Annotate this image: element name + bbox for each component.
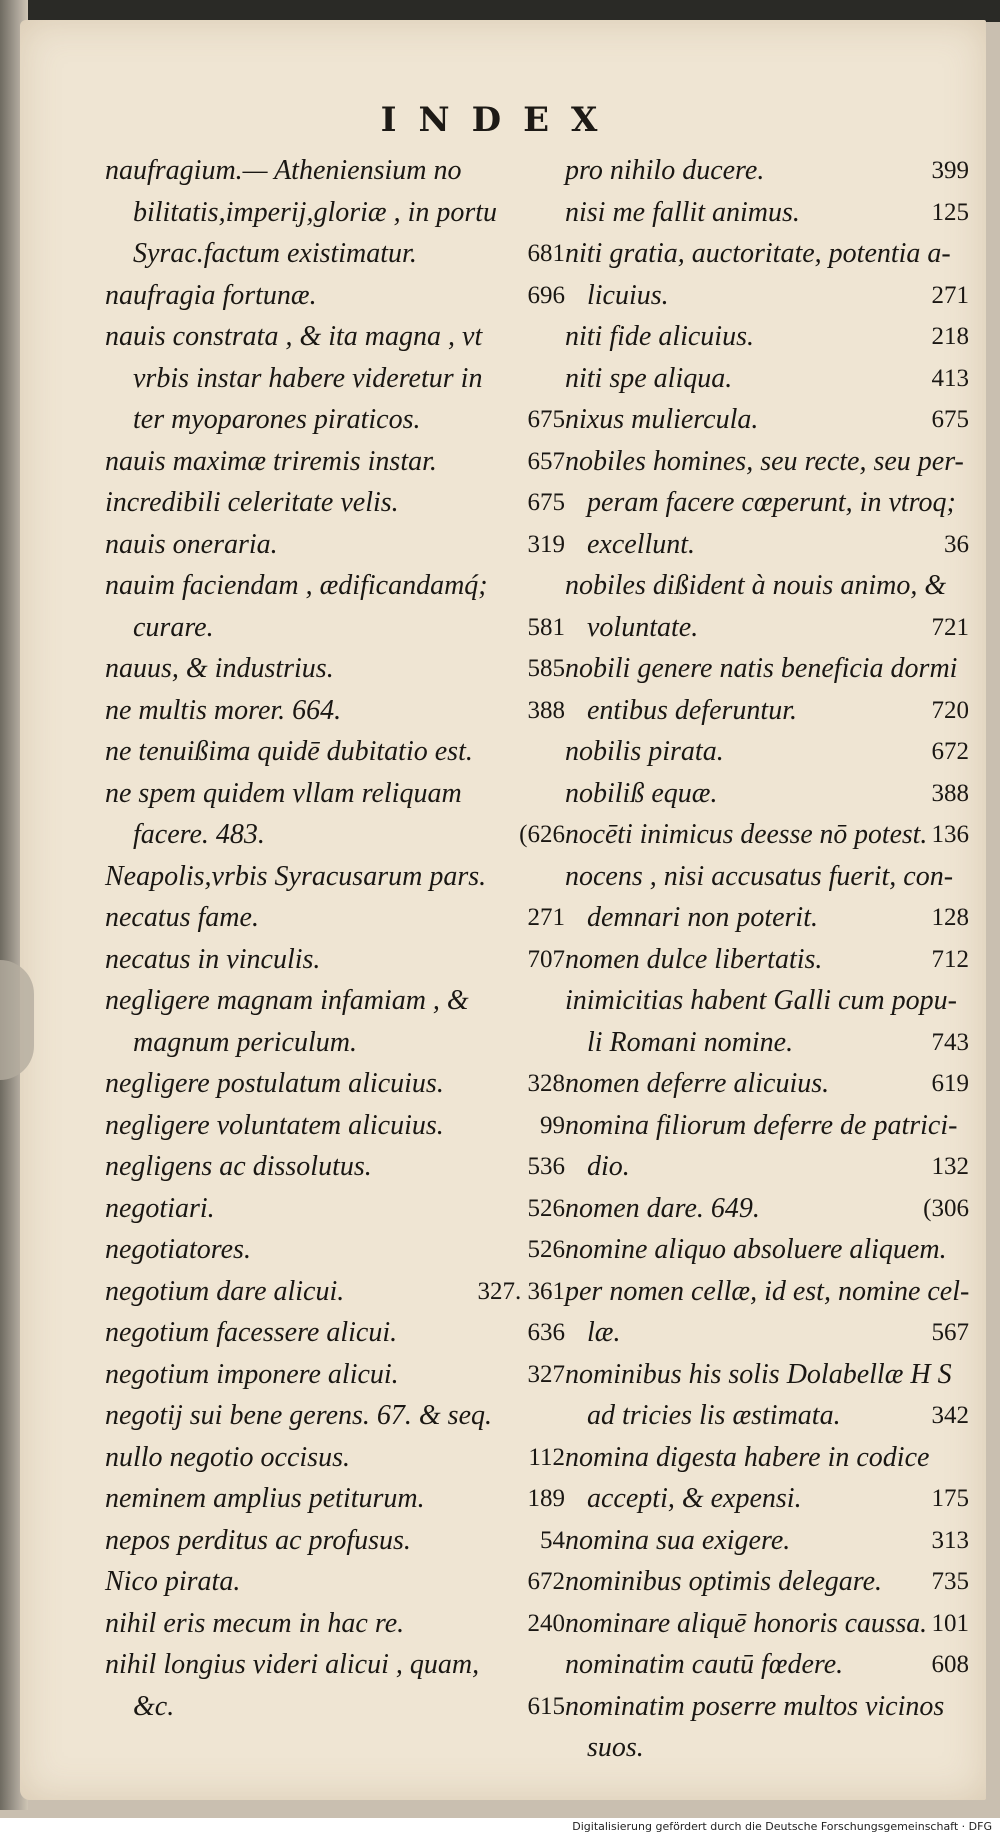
entry-page-number: 413: [931, 364, 969, 392]
index-entry: [565, 358, 975, 400]
index-entry: [105, 731, 565, 773]
entry-text: naufragium.— Atheniensium no: [105, 155, 462, 186]
entry-text: necatus in vinculis.: [105, 943, 321, 975]
entry-page-number: 743: [931, 1028, 969, 1056]
index-entry: [565, 482, 975, 524]
entry-page-number: 526: [527, 1236, 565, 1263]
entry-page-number: 399: [931, 157, 969, 184]
index-entry: [565, 1561, 975, 1603]
entry-text: nomen deferre alicuius.: [565, 1068, 830, 1099]
index-entry: [565, 897, 975, 939]
index-entry: [565, 1520, 975, 1562]
entry-text: negligere magnam infamiam , &: [105, 985, 469, 1016]
entry-text: &c.: [133, 1690, 175, 1722]
entry-text: nobiles homines, seu recte, seu per-: [565, 445, 964, 477]
index-entry: [565, 980, 975, 1022]
entry-text: negligere postulatum alicuius.: [105, 1068, 444, 1099]
entry-text: nixus muliercula.: [565, 404, 759, 435]
entry-page-number: 526: [527, 1194, 565, 1222]
entry-text: negotium facessere alicui.: [105, 1317, 398, 1348]
entry-page-number: 720: [931, 696, 969, 724]
entry-text: facere. 483.: [133, 819, 265, 850]
index-entry: [565, 1686, 975, 1728]
index-entry: [105, 856, 565, 898]
entry-text: niti gratia, auctoritate, potentia a-: [565, 238, 951, 269]
entry-text: pro nihilo ducere.: [565, 155, 765, 186]
scan-top-border: [0, 0, 1000, 22]
index-entry: [105, 1478, 565, 1520]
entry-text: Neapolis,vrbis Syracusarum pars.: [105, 860, 487, 892]
entry-page-number: (306: [923, 1194, 969, 1222]
entry-text: per nomen cellæ, id est, nomine cel-: [565, 1275, 970, 1307]
entry-text: nocēti inimicus deesse nō potest.: [565, 819, 928, 850]
entry-text: nominibus his solis Dolabellæ H S: [565, 1358, 952, 1390]
entry-text: naufragia fortunæ.: [105, 279, 317, 311]
index-entry: [565, 1478, 975, 1520]
entry-text: nauis oneraria.: [105, 528, 278, 560]
entry-page-number: 619: [931, 1070, 969, 1097]
entry-text: negotium dare alicui.: [105, 1275, 345, 1307]
index-entry: [105, 1644, 565, 1686]
entry-page-number: 36: [944, 530, 969, 558]
entry-page-number: 125: [931, 198, 969, 226]
entry-text: ne spem quidem vllam reliquam: [105, 777, 462, 809]
index-entry: [105, 233, 565, 275]
entry-page-number: 175: [931, 1485, 969, 1512]
entry-page-number: 327. 361: [477, 1277, 565, 1305]
index-entry: [105, 773, 565, 815]
entry-page-number: 388: [527, 696, 565, 724]
entry-page-number: 328: [527, 1070, 565, 1097]
entry-page-number: 672: [527, 1568, 565, 1595]
index-entry: [565, 1271, 975, 1313]
index-entry: [565, 856, 975, 898]
index-entry: [105, 1022, 565, 1064]
entry-text: incredibili celeritate velis.: [105, 487, 399, 518]
entry-page-number: 313: [931, 1526, 969, 1554]
entry-page-number: 675: [527, 406, 565, 433]
entry-text: nauus, & industrius.: [105, 653, 334, 684]
index-entry: [105, 1312, 565, 1354]
index-entry: [565, 1395, 975, 1437]
entry-page-number: 672: [931, 738, 969, 765]
entry-page-number: 342: [931, 1402, 969, 1429]
index-entry: [565, 1644, 975, 1686]
index-entry: [565, 399, 975, 441]
entry-text: necatus fame.: [105, 902, 259, 933]
index-entry: [565, 814, 975, 856]
entry-text: bilitatis,imperij,gloriæ , in portu: [133, 196, 498, 228]
index-entry: [105, 1063, 565, 1105]
entry-text: voluntate.: [587, 611, 699, 643]
entry-text: niti spe aliqua.: [565, 362, 733, 394]
index-entry: [105, 1105, 565, 1147]
entry-text: nomen dare. 649.: [565, 1192, 760, 1224]
entry-text: li Romani nomine.: [587, 1026, 794, 1058]
entry-text: nominatim poserre multos vicinos: [565, 1690, 945, 1722]
entry-text: negotij sui bene gerens. 67. & seq.: [105, 1400, 493, 1431]
index-entry: [105, 524, 565, 566]
entry-page-number: 189: [527, 1485, 565, 1512]
entry-text: negligens ac dissolutus.: [105, 1151, 372, 1182]
digitization-footer: [0, 1818, 1000, 1840]
index-entry: [565, 690, 975, 732]
index-entry: [105, 192, 565, 234]
index-entry: [565, 1229, 975, 1271]
entry-text: nominatim cautū fœdere.: [565, 1649, 844, 1680]
index-entry: [565, 1312, 975, 1354]
entry-page-number: 101: [931, 1609, 969, 1637]
entry-text: entibus deferuntur.: [587, 694, 797, 726]
index-column-right: [565, 150, 975, 1769]
index-entry: [105, 980, 565, 1022]
entry-text: licuius.: [587, 279, 669, 311]
index-entry: [105, 1437, 565, 1479]
index-entry: [105, 939, 565, 981]
index-entry: [565, 441, 975, 483]
index-entry: [105, 897, 565, 939]
entry-text: negligere voluntatem alicuius.: [105, 1109, 444, 1141]
entry-text: nobiles dißident à nouis animo, &: [565, 570, 947, 601]
entry-text: negotiatores.: [105, 1234, 251, 1265]
entry-text: neminem amplius petiturum.: [105, 1483, 425, 1514]
entry-page-number: 681: [527, 240, 565, 267]
index-entry: [105, 482, 565, 524]
index-entry: [105, 1354, 565, 1396]
entry-text: nauis constrata , & ita magna , vt: [105, 321, 483, 352]
entry-text: nomina filiorum deferre de patrici-: [565, 1109, 958, 1141]
entry-page-number: 636: [527, 1319, 565, 1346]
index-entry: [565, 192, 975, 234]
entry-page-number: 218: [931, 323, 969, 350]
entry-text: dio.: [587, 1151, 630, 1182]
index-entry: [565, 1727, 975, 1769]
index-entry: [565, 524, 975, 566]
entry-page-number: 319: [527, 530, 565, 558]
page-clip-shadow: [0, 960, 34, 1080]
entry-page-number: (626: [519, 821, 565, 848]
entry-page-number: 327: [527, 1360, 565, 1388]
index-entry: [105, 1686, 565, 1728]
entry-page-number: 585: [527, 655, 565, 682]
entry-text: nepos perditus ac profusus.: [105, 1524, 411, 1556]
entry-page-number: 712: [931, 945, 969, 973]
index-entry: [565, 607, 975, 649]
index-entry: [105, 399, 565, 441]
index-entry: [105, 358, 565, 400]
entry-page-number: 271: [931, 281, 969, 309]
entry-text: peram facere cœperunt, in vtroq;: [587, 487, 956, 518]
entry-text: nobilis pirata.: [565, 736, 724, 767]
entry-page-number: 675: [527, 489, 565, 516]
index-entry: [105, 1395, 565, 1437]
entry-text: nisi me fallit animus.: [565, 196, 800, 228]
index-entry: [105, 1561, 565, 1603]
index-entry: [105, 814, 565, 856]
entry-page-number: 112: [528, 1443, 565, 1471]
entry-page-number: 608: [931, 1651, 969, 1678]
entry-text: niti fide alicuius.: [565, 321, 754, 352]
entry-text: ne multis morer. 664.: [105, 694, 342, 726]
entry-text: Nico pirata.: [105, 1566, 241, 1597]
entry-page-number: 707: [527, 945, 565, 973]
entry-text: nominibus optimis delegare.: [565, 1566, 883, 1597]
index-entry: [565, 1146, 975, 1188]
entry-text: nobiliß equæ.: [565, 777, 718, 809]
index-entry: [105, 1271, 565, 1313]
entry-text: nomen dulce libertatis.: [565, 943, 823, 975]
index-entry: [105, 565, 565, 607]
index-entry: [565, 233, 975, 275]
index-entry: [105, 1229, 565, 1271]
index-entry: [565, 1603, 975, 1645]
entry-text: Syrac.factum existimatur.: [133, 238, 417, 269]
entry-text: excellunt.: [587, 528, 696, 560]
index-entry: [565, 316, 975, 358]
index-entry: [105, 1520, 565, 1562]
index-entry: [105, 648, 565, 690]
entry-text: nomina sua exigere.: [565, 1524, 791, 1556]
index-entry: [105, 441, 565, 483]
index-entry: [565, 150, 975, 192]
index-entry: [565, 1063, 975, 1105]
entry-text: nominare aliquē honoris caussa.: [565, 1607, 928, 1639]
index-entry: [565, 1188, 975, 1230]
entry-page-number: 696: [527, 281, 565, 309]
entry-page-number: 615: [527, 1692, 565, 1720]
entry-page-number: 657: [527, 447, 565, 475]
entry-page-number: 132: [931, 1153, 969, 1180]
index-column-left: [105, 150, 565, 1727]
entry-page-number: 536: [527, 1153, 565, 1180]
index-entry: [565, 1105, 975, 1147]
entry-page-number: 99: [540, 1111, 565, 1139]
index-entry: [105, 690, 565, 732]
entry-page-number: 735: [931, 1568, 969, 1595]
index-entry: [565, 1437, 975, 1479]
entry-text: vrbis instar habere videretur in: [133, 362, 483, 394]
entry-page-number: 271: [527, 904, 565, 931]
entry-text: inimicitias habent Galli cum popu-: [565, 985, 957, 1016]
entry-text: nocens , nisi accusatus fuerit, con-: [565, 860, 954, 892]
footer-credit: Digitalisierung gefördert durch die Deutsche Forschungsgemeinschaft · DFG: [572, 1820, 992, 1833]
entry-text: suos.: [587, 1732, 644, 1763]
entry-text: negotiari.: [105, 1192, 215, 1224]
entry-text: nihil eris mecum in hac re.: [105, 1607, 405, 1639]
entry-text: ne tenuißima quidē dubitatio est.: [105, 736, 473, 767]
page-header: INDEX: [380, 100, 620, 140]
index-entry: [565, 565, 975, 607]
index-entry: [565, 648, 975, 690]
index-entry: [105, 316, 565, 358]
entry-text: demnari non poterit.: [587, 902, 818, 933]
entry-text: curare.: [133, 611, 214, 643]
entry-text: ad tricies lis æstimata.: [587, 1400, 841, 1431]
index-entry: [565, 939, 975, 981]
entry-text: nauim faciendam , ædificandamq́;: [105, 570, 488, 601]
entry-text: nomine aliquo absoluere aliquem.: [565, 1234, 947, 1265]
index-entry: [105, 1603, 565, 1645]
index-entry: [565, 1354, 975, 1396]
entry-page-number: 581: [527, 613, 565, 641]
entry-page-number: 54: [540, 1526, 565, 1554]
entry-page-number: 675: [931, 406, 969, 433]
entry-page-number: 567: [931, 1319, 969, 1346]
index-entry: [105, 1188, 565, 1230]
index-entry: [565, 275, 975, 317]
entry-text: nobili genere natis beneficia dormi: [565, 653, 958, 684]
entry-text: nihil longius videri alicui , quam,: [105, 1649, 480, 1680]
entry-text: accepti, & expensi.: [587, 1483, 802, 1514]
entry-page-number: 388: [931, 779, 969, 807]
index-entry: [105, 150, 565, 192]
entry-text: nullo negotio occisus.: [105, 1441, 350, 1473]
index-entry: [565, 731, 975, 773]
entry-text: nomina digesta habere in codice: [565, 1441, 930, 1473]
entry-page-number: 240: [527, 1609, 565, 1637]
index-entry: [565, 773, 975, 815]
index-entry: [565, 1022, 975, 1064]
index-entry: [105, 275, 565, 317]
entry-page-number: 136: [931, 821, 969, 848]
entry-text: læ.: [587, 1317, 621, 1348]
index-entry: [105, 607, 565, 649]
entry-text: negotium imponere alicui.: [105, 1358, 399, 1390]
entry-page-number: 128: [931, 904, 969, 931]
entry-text: ter myoparones piraticos.: [133, 404, 421, 435]
entry-text: nauis maximæ triremis instar.: [105, 445, 437, 477]
entry-text: magnum periculum.: [133, 1026, 357, 1058]
entry-page-number: 721: [931, 613, 969, 641]
index-entry: [105, 1146, 565, 1188]
